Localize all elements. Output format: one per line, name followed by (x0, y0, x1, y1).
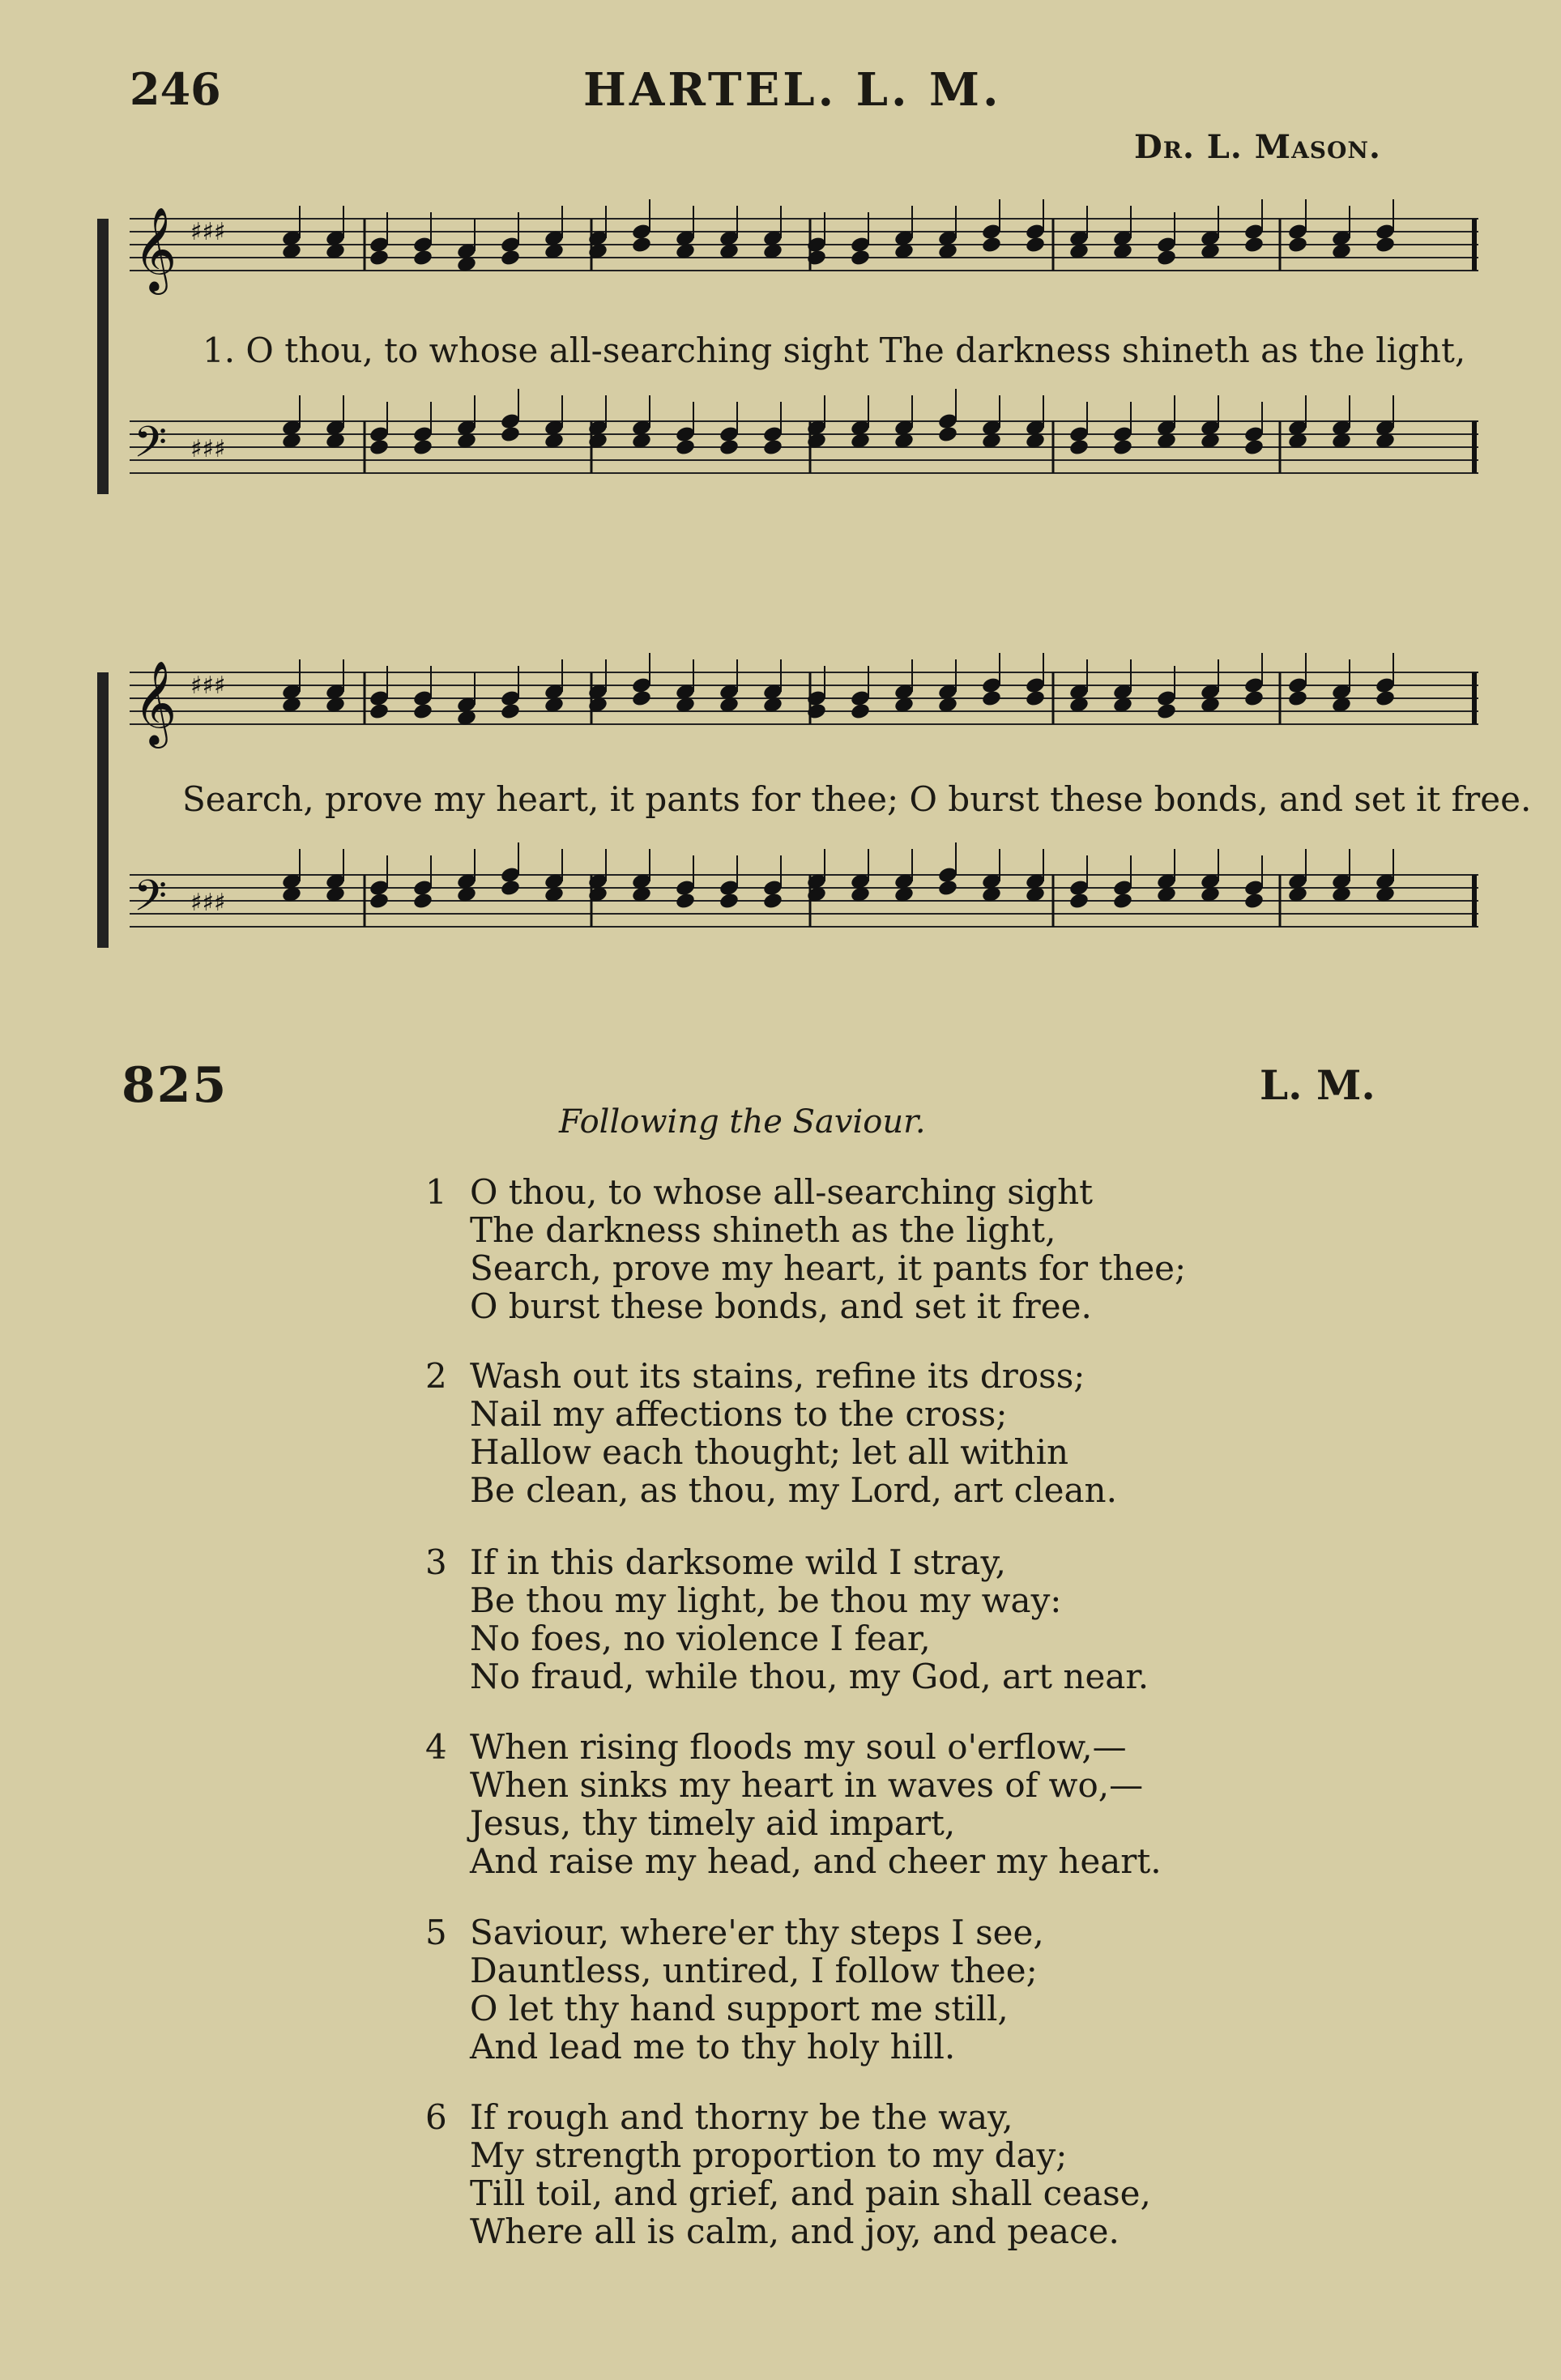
lyric-line-1: 1. O thou, to whose all-searching sight The darkness shineth as the light, (203, 331, 1466, 370)
stanza-line: Search, prove my heart, it pants for thee; (470, 1248, 1187, 1288)
stanza-1 (425, 1173, 1186, 1325)
stanza-line: When rising floods my soul o'erflow,— (470, 1727, 1127, 1767)
stanza-3 (425, 1543, 1149, 1695)
key-signature-bass: ♯♯♯ (190, 889, 226, 917)
stanza-line: Dauntless, untired, I follow thee; (470, 1951, 1038, 1990)
stanza-line: Be clean, as thou, my Lord, art clean. (470, 1470, 1117, 1510)
stanza-2 (425, 1357, 1117, 1509)
stanza-6 (425, 2098, 1151, 2250)
stanza-number: 1 (425, 1172, 447, 1212)
composer: Dr. L. Mason. (1134, 128, 1381, 166)
stanza-line: O let thy hand support me still, (470, 1989, 1009, 2028)
system-bracket (97, 219, 109, 494)
treble-notes (281, 199, 1396, 273)
hymn-number: 825 (122, 1057, 228, 1114)
bass-clef-icon: 𝄢 (134, 872, 168, 932)
stanza-line: If in this darksome wild I stray, (470, 1542, 1006, 1582)
stanza-line: Saviour, where'er thy steps I see, (470, 1913, 1044, 1952)
stanza-line: And raise my head, and cheer my heart. (470, 1841, 1162, 1881)
stanza-5 (425, 1913, 1044, 2066)
treble-clef-icon: 𝄞 (134, 660, 177, 745)
stanza-number: 3 (425, 1542, 447, 1582)
stanza-line: When sinks my heart in waves of wo,— (470, 1765, 1144, 1805)
system-bracket (97, 672, 109, 948)
stanza-number: 5 (425, 1913, 447, 1952)
key-signature-bass: ♯♯♯ (190, 435, 226, 463)
tune-title: HARTEL. L. M. (583, 63, 1002, 117)
stanza-line: Hallow each thought; let all within (470, 1432, 1069, 1472)
stanza-line: The darkness shineth as the light, (470, 1210, 1056, 1250)
stanza-line: No fraud, while thou, my God, art near. (470, 1657, 1149, 1696)
stanza-line: And lead me to thy holy hill. (470, 2027, 956, 2067)
stanza-line: No foes, no violence I fear, (470, 1619, 931, 1658)
bass-notes (281, 842, 1396, 910)
bass-clef-icon: 𝄢 (134, 418, 168, 478)
treble-notes (281, 653, 1396, 727)
stanza-line: Till toil, and grief, and pain shall cease, (470, 2173, 1151, 2213)
stanza-line: If rough and thorny be the way, (470, 2097, 1013, 2137)
stanza-line: My strength proportion to my day; (470, 2135, 1068, 2175)
hymn-title: Following the Saviour. (559, 1103, 926, 1141)
stanza-line: Nail my affections to the cross; (470, 1394, 1008, 1434)
stanza-number: 2 (425, 1356, 447, 1396)
stanza-line: Wash out its stains, refine its dross; (470, 1356, 1085, 1396)
page-number: 246 (130, 63, 221, 115)
stanza-line: Be thou my light, be thou my way: (470, 1580, 1062, 1620)
stanza-number: 6 (425, 2097, 447, 2137)
treble-clef-icon: 𝄞 (134, 207, 177, 292)
bass-notes (281, 389, 1396, 456)
stanza-line: Jesus, thy timely aid impart, (470, 1803, 956, 1843)
key-signature-treble: ♯♯♯ (190, 218, 226, 246)
key-signature-treble: ♯♯♯ (190, 672, 226, 700)
lyric-line-2: Search, prove my heart, it pants for thee; O burst these bonds, and set it free. (182, 779, 1532, 819)
stanza-line: O thou, to whose all-searching sight (470, 1172, 1094, 1212)
stanza-line: Where all is calm, and joy, and peace. (470, 2212, 1120, 2251)
stanza-line: O burst these bonds, and set it free. (470, 1286, 1092, 1326)
stanza-4 (425, 1728, 1162, 1880)
hymn-meter: L. M. (1260, 1061, 1375, 1109)
stanza-number: 4 (425, 1727, 447, 1767)
